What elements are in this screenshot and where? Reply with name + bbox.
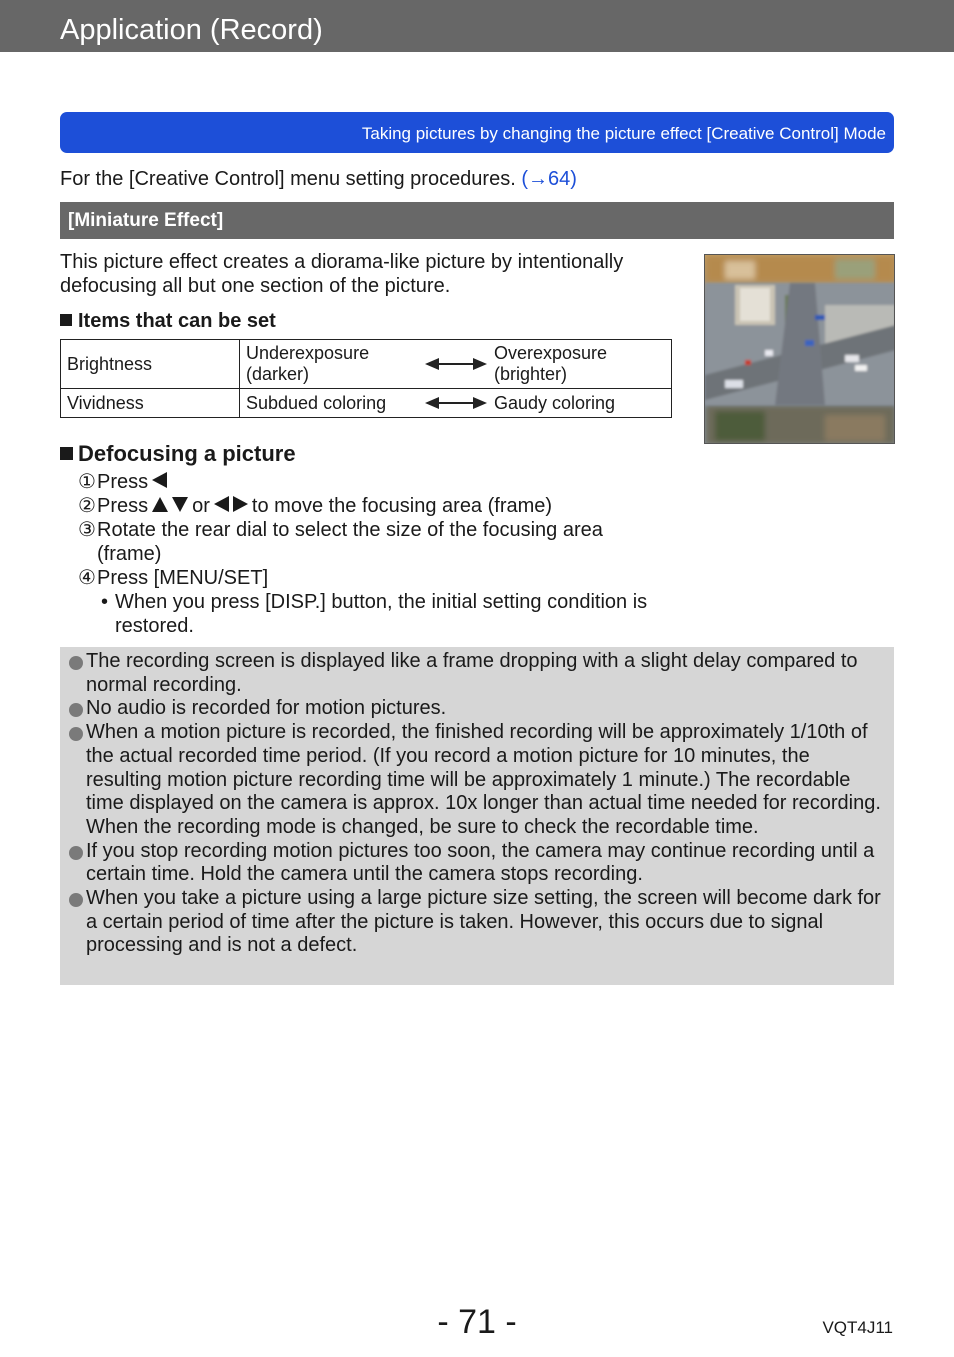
note-item — [68, 650, 886, 697]
miniature-effect-sample-photo — [704, 254, 895, 444]
notes-box — [60, 647, 894, 985]
items-heading — [60, 309, 276, 333]
setting-name: Vividness — [61, 389, 240, 418]
document-code: VQT4J11 — [822, 1318, 893, 1337]
page-number: - 71 - — [437, 1303, 517, 1341]
note-item — [68, 697, 886, 721]
table-row — [61, 340, 672, 389]
note-item — [68, 840, 886, 887]
up-arrow-icon — [152, 497, 168, 512]
defocus-heading-label: Defocusing a picture — [78, 441, 296, 466]
reference-line — [60, 167, 577, 191]
double-arrow-icon — [418, 397, 494, 409]
note-item — [68, 721, 886, 840]
setting-high: Overexposure (brighter) — [494, 343, 608, 384]
note-text: The recording screen is displayed like a frame dropping with a slight delay compared to normal recording. — [86, 650, 858, 696]
step-text: to move the focusing area (frame) — [251, 495, 553, 517]
step-number: ② — [78, 495, 96, 517]
bullet-icon — [69, 656, 83, 670]
step-text: Rotate the rear dial to select the size of the focusing area (frame) — [97, 519, 603, 565]
items-heading-label: Items that can be set — [78, 310, 276, 332]
double-arrow-icon — [418, 358, 494, 370]
bullet-icon — [69, 893, 83, 907]
step-sub-note — [78, 590, 668, 638]
page-header — [0, 0, 954, 52]
setting-high: Gaudy coloring — [494, 392, 616, 413]
left-arrow-icon — [214, 496, 229, 512]
note-text: No audio is recorded for motion pictures. — [86, 697, 447, 720]
setting-name: Brightness — [61, 340, 240, 389]
setting-low: Underexposure (darker) — [246, 343, 370, 384]
note-item — [68, 887, 886, 958]
down-arrow-icon — [172, 497, 188, 512]
step-2 — [78, 494, 668, 518]
page-reference-link[interactable]: (→64) — [521, 168, 577, 190]
step-number: ④ — [78, 567, 96, 589]
step-1 — [78, 470, 668, 494]
note-text: When you take a picture using a large picture size setting, the screen will become dark for a certain period of time after the picture is taken. However, this occurs due to signal processing and is not a defect. — [86, 887, 881, 957]
section-heading-bar — [60, 202, 894, 239]
step-number: ① — [78, 471, 96, 493]
settings-table — [60, 339, 672, 418]
section-banner — [60, 112, 894, 153]
step-text: Press [MENU/SET] — [97, 567, 269, 589]
bullet-icon: • — [101, 591, 109, 613]
note-text: When a motion picture is recorded, the finished recording will be approximately 1/10th of the actual recorded time period. (If you record a motion picture for 10 minutes, the resulting motion picture recording time will be approximately 1 minute.) The recordable time displayed on the camera is approx. 10x longer than actual time needed for recording. When the recording mode is changed, be sure to check the recordable time. — [86, 721, 881, 838]
setting-low: Subdued coloring — [246, 392, 387, 413]
step-number: ③ — [78, 519, 96, 541]
defocus-heading — [60, 441, 296, 467]
bullet-icon — [69, 727, 83, 741]
section-title: [Miniature Effect] — [68, 210, 224, 231]
defocus-steps — [78, 470, 668, 638]
intro-text: This picture effect creates a diorama-like picture by intentionally defocusing all but one section of the picture. — [60, 251, 624, 297]
sub-note-text: When you press [DISP.] button, the initial setting condition is restored. — [115, 591, 648, 637]
left-arrow-icon — [152, 472, 167, 488]
right-arrow-icon — [233, 496, 248, 512]
section-banner-text: Taking pictures by changing the picture effect [Creative Control] Mode — [361, 124, 886, 143]
table-row — [61, 389, 672, 418]
note-text: If you stop recording motion pictures too soon, the camera may continue recording until a certain time. Hold the camera until the camera stops recording. — [86, 839, 875, 886]
square-bullet-icon — [60, 314, 72, 326]
step-text: or — [192, 495, 210, 517]
page-title: Application (Record) — [60, 14, 323, 46]
step-3 — [78, 518, 668, 566]
square-bullet-icon — [60, 447, 73, 460]
bullet-icon — [69, 846, 83, 860]
step-text: Press — [97, 495, 149, 517]
step-text: Press — [97, 471, 149, 493]
setting-range — [240, 340, 672, 389]
setting-range — [240, 389, 672, 418]
bullet-icon — [69, 703, 83, 717]
reference-text: For the [Creative Control] menu setting procedures. — [60, 168, 522, 190]
step-4 — [78, 566, 668, 590]
sample-photo-image — [705, 255, 895, 444]
